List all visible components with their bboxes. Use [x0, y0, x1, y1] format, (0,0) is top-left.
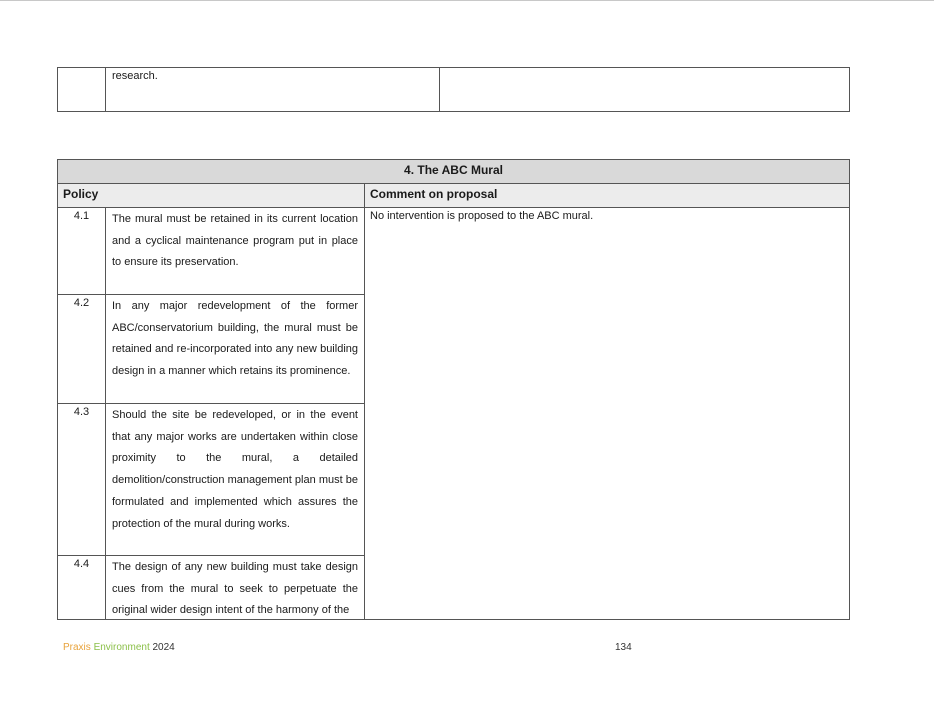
policy-number: 4.4 [73, 558, 90, 570]
table-row [58, 68, 850, 112]
policy-text-clip [106, 556, 364, 619]
comment-header-label: Comment on proposal [370, 187, 498, 201]
table-row [58, 208, 850, 295]
policy-text-cell [106, 208, 365, 295]
page-number: 134 [615, 642, 632, 653]
table-cell [58, 68, 106, 112]
table-header-row [58, 184, 850, 208]
policy-number-cell [58, 208, 106, 295]
policy-table [57, 159, 850, 620]
policy-text-cell [106, 404, 365, 556]
comment-text: No intervention is proposed to the ABC mural. [370, 210, 594, 222]
policy-number-cell [58, 295, 106, 404]
footer-brand-part1: Praxis [63, 642, 91, 653]
policy-text: The mural must be retained in its current location and a cyclical maintenance program put in place to ensure its preservation. [112, 213, 358, 269]
policy-text: The design of any new building must take design cues from the mural to seek to perpetuate the original wider design intent of the harmony of the [112, 561, 358, 617]
policy-number-cell [58, 404, 106, 556]
policy-text: Should the site be redeveloped, or in the event that any major works are undertaken within close proximity to the mural, a detailed demolition/construction management plan must be formulated and implemented which assures the protection of the mural during works. [112, 409, 358, 530]
table-title-cell [58, 160, 850, 184]
policy-number-cell [58, 556, 106, 620]
footer-year: 2024 [152, 642, 175, 653]
continuation-table [57, 67, 850, 112]
column-header-comment [365, 184, 850, 208]
table-title-row [58, 160, 850, 184]
continuation-text: research. [112, 70, 158, 82]
policy-text-cell [106, 295, 365, 404]
comment-cell [365, 208, 850, 620]
table-cell [440, 68, 850, 112]
policy-number: 4.3 [73, 406, 90, 418]
section-title: 4. The ABC Mural [404, 163, 503, 177]
policy-text-cell [106, 556, 365, 620]
policy-number: 4.2 [73, 297, 90, 309]
table-cell [106, 68, 440, 112]
column-header-policy [58, 184, 365, 208]
policy-header-label: Policy [63, 187, 99, 201]
footer-brand-part2: Environment [93, 642, 150, 653]
policy-text: In any major redevelopment of the former ABC/conservatorium building, the mural must be retained and re-incorporated into any new building design in a manner which retains its prominence. [112, 300, 358, 378]
footer-brand [63, 642, 175, 653]
policy-number: 4.1 [73, 210, 90, 222]
